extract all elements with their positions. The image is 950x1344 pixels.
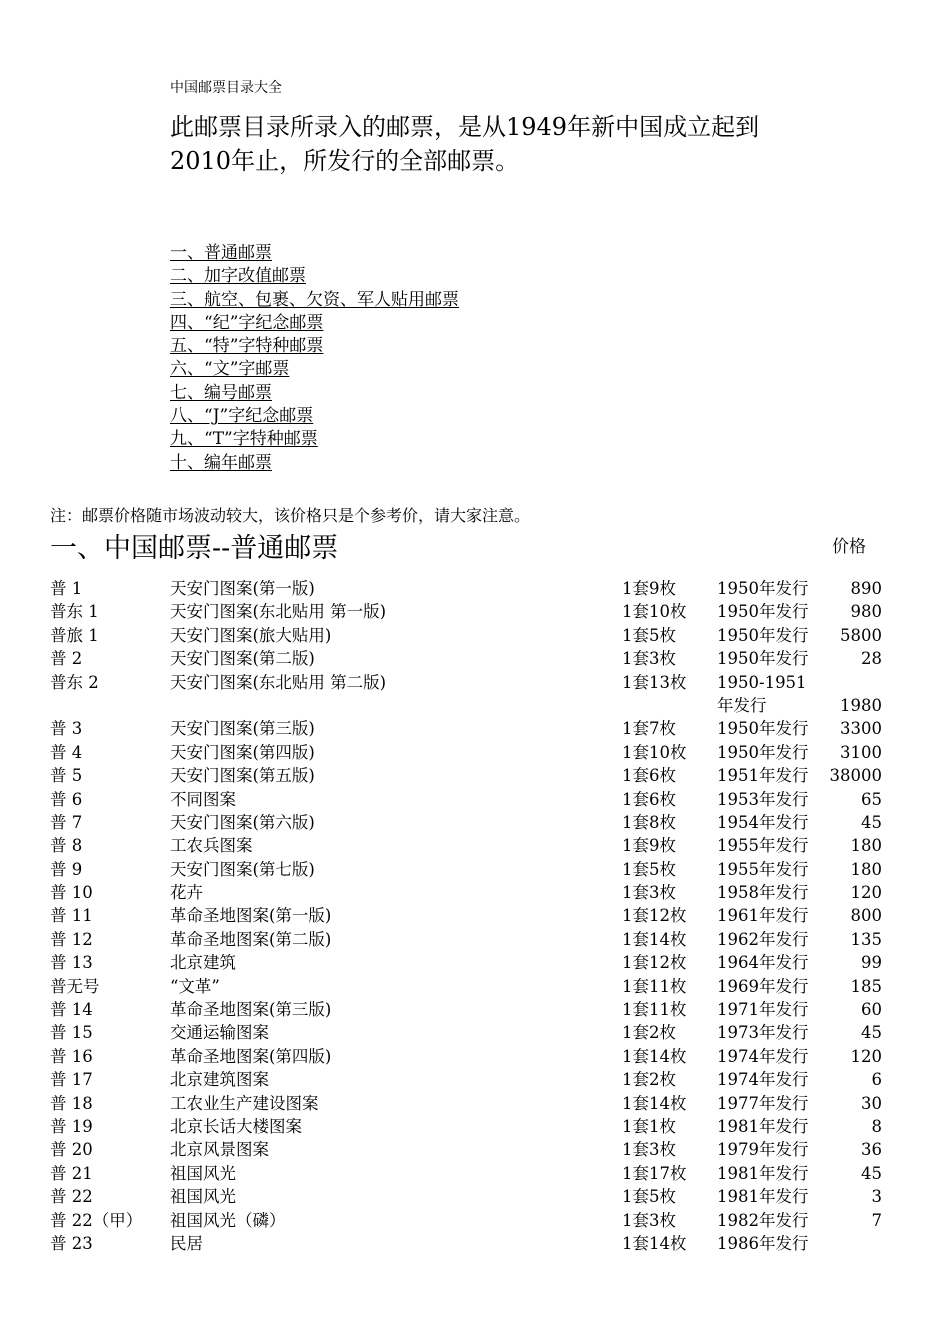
stamp-count: 1套10枚 [622, 602, 687, 622]
stamp-code: 普 15 [50, 1023, 93, 1043]
stamp-price: 120 [850, 883, 882, 903]
stamp-code: 普 17 [50, 1070, 93, 1090]
toc-link-general[interactable]: 一、普通邮票 [170, 243, 272, 263]
table-row [0, 928, 950, 951]
table-row [0, 577, 950, 600]
table-row [0, 717, 950, 740]
stamp-name: 天安门图案(第三版) [170, 719, 315, 739]
stamp-name: 天安门图案(第一版) [170, 579, 315, 598]
toc-link-surcharged[interactable]: 二、加字改值邮票 [170, 266, 306, 287]
stamp-count: 1套8枚 [622, 812, 676, 832]
table-row [0, 624, 950, 647]
toc-link-j[interactable]: 八、“J”字纪念邮票 [170, 406, 314, 427]
stamp-name: 不同图案 [170, 789, 236, 809]
stamp-code: 普 11 [50, 906, 93, 926]
stamp-price: 135 [850, 929, 882, 949]
stamp-price: 1980 [840, 695, 882, 715]
stamp-count: 1套14枚 [622, 1233, 687, 1253]
stamp-name: 北京建筑图案 [170, 1070, 269, 1090]
issue-year: 1974年发行 [717, 1046, 809, 1066]
stamp-code: 普东 2 [50, 672, 99, 692]
stamp-code: 普 22 [50, 1187, 93, 1207]
intro-paragraph: 此邮票目录所录入的邮票，是从1949年新中国成立起到2010年止，所发行的全部邮票。 [170, 113, 760, 175]
issue-year: 1974年发行 [717, 1070, 809, 1090]
table-row [0, 647, 950, 670]
stamp-name: 革命圣地图案(第四版) [170, 1046, 332, 1066]
table-of-contents [170, 242, 459, 475]
stamp-name: 花卉 [170, 883, 203, 903]
issue-year: 1962年发行 [717, 929, 809, 949]
stamp-name: 工农兵图案 [170, 836, 253, 856]
stamp-list [0, 577, 950, 1255]
stamp-count: 1套14枚 [622, 929, 687, 949]
table-row [0, 741, 950, 764]
price-column-header: 价格 [832, 537, 866, 557]
stamp-name: 天安门图案(第二版) [170, 649, 315, 669]
table-row [0, 858, 950, 881]
stamp-code: 普 12 [50, 929, 93, 949]
stamp-code: 普 1 [50, 579, 83, 598]
table-row [0, 600, 950, 623]
toc-link-numbered[interactable]: 七、编号邮票 [170, 382, 272, 403]
stamp-count: 1套11枚 [622, 976, 687, 996]
stamp-count: 1套10枚 [622, 742, 687, 762]
stamp-code: 普 5 [50, 766, 83, 786]
table-row [0, 1138, 950, 1161]
stamp-code: 普 9 [50, 859, 83, 879]
table-row [0, 764, 950, 787]
stamp-price: 6 [871, 1070, 882, 1090]
stamp-count: 1套17枚 [622, 1163, 687, 1183]
stamp-code: 普东 1 [50, 602, 99, 622]
issue-year: 1981年发行 [717, 1163, 809, 1183]
stamp-name: 革命圣地图案(第二版) [170, 929, 332, 949]
stamp-count: 1套5枚 [622, 1187, 676, 1207]
issue-year: 1954年发行 [717, 812, 809, 832]
stamp-count: 1套9枚 [622, 579, 676, 598]
stamp-name: 交通运输图案 [170, 1023, 269, 1043]
stamp-price: 980 [850, 602, 882, 622]
stamp-name: 天安门图案(旅大贴用) [170, 625, 332, 645]
stamp-price: 185 [850, 976, 882, 996]
issue-year: 1950年发行 [717, 579, 809, 598]
stamp-count: 1套11枚 [622, 1000, 687, 1020]
issue-year: 1971年发行 [717, 1000, 809, 1020]
document-title: 中国邮票目录大全 [170, 80, 282, 96]
stamp-price: 3100 [840, 742, 882, 762]
stamp-count: 1套3枚 [622, 649, 676, 669]
stamp-code: 普 19 [50, 1117, 93, 1136]
issue-year: 1955年发行 [717, 836, 809, 856]
table-row [0, 975, 950, 998]
stamp-price: 30 [861, 1093, 882, 1113]
stamp-price: 180 [850, 859, 882, 879]
issue-year: 1961年发行 [717, 906, 809, 926]
table-row [0, 788, 950, 811]
table-row [0, 1162, 950, 1185]
stamp-code: 普 23 [50, 1233, 93, 1253]
stamp-count: 1套5枚 [622, 625, 676, 645]
table-row [0, 1045, 950, 1068]
stamp-price: 120 [850, 1046, 882, 1066]
issue-year: 1958年发行 [717, 883, 809, 903]
table-row [0, 1209, 950, 1232]
stamp-code: 普 22（甲） [50, 1210, 143, 1230]
stamp-code: 普无号 [50, 976, 100, 996]
stamp-name: 北京风景图案 [170, 1140, 269, 1160]
stamp-price: 45 [861, 1163, 882, 1183]
toc-link-te[interactable]: 五、“特”字特种邮票 [170, 336, 324, 357]
stamp-code: 普 13 [50, 953, 93, 973]
table-row [0, 671, 950, 718]
toc-link-t[interactable]: 九、“T”字特种邮票 [170, 429, 318, 450]
issue-year: 1964年发行 [717, 953, 809, 973]
stamp-code: 普 18 [50, 1093, 93, 1113]
stamp-name: “文革” [170, 976, 220, 996]
stamp-price: 7 [871, 1210, 882, 1230]
issue-year: 1955年发行 [717, 859, 809, 879]
stamp-price: 36 [861, 1140, 882, 1160]
stamp-count: 1套12枚 [622, 953, 687, 973]
stamp-name: 祖国风光（磷） [170, 1210, 286, 1230]
stamp-price: 38000 [829, 766, 882, 786]
stamp-name: 天安门图案(第七版) [170, 859, 315, 879]
stamp-price: 8 [871, 1117, 882, 1136]
table-row [0, 951, 950, 974]
stamp-count: 1套2枚 [622, 1023, 676, 1043]
table-row [0, 904, 950, 927]
stamp-name: 天安门图案(东北贴用 第二版) [170, 672, 387, 692]
stamp-code: 普 6 [50, 789, 83, 809]
stamp-name: 民居 [170, 1233, 203, 1253]
table-row [0, 811, 950, 834]
stamp-count: 1套9枚 [622, 836, 676, 856]
table-row [0, 1115, 950, 1138]
stamp-price: 3300 [840, 719, 882, 739]
stamp-count: 1套1枚 [622, 1117, 676, 1136]
issue-year: 1969年发行 [717, 976, 809, 996]
stamp-name: 革命圣地图案(第一版) [170, 906, 332, 926]
table-row [0, 998, 950, 1021]
issue-year: 1950-1951年发行 [717, 672, 807, 715]
toc-link-airmail-parcel[interactable]: 三、航空、包裹、欠资、军人贴用邮票 [170, 289, 459, 310]
toc-link-yearly[interactable]: 十、编年邮票 [170, 452, 272, 473]
stamp-code: 普 20 [50, 1140, 93, 1160]
stamp-name: 北京长话大楼图案 [170, 1117, 302, 1136]
issue-year: 1950年发行 [717, 602, 809, 622]
section-heading: 一、中国邮票--普通邮票 [50, 533, 339, 564]
stamp-price: 45 [861, 812, 882, 832]
stamp-price: 180 [850, 836, 882, 856]
table-row [0, 881, 950, 904]
stamp-code: 普 2 [50, 649, 83, 669]
stamp-count: 1套2枚 [622, 1070, 676, 1090]
stamp-name: 天安门图案(东北贴用 第一版) [170, 602, 387, 622]
stamp-count: 1套14枚 [622, 1093, 687, 1113]
stamp-price: 890 [850, 579, 882, 598]
issue-year: 1950年发行 [717, 625, 809, 645]
stamp-price: 5800 [840, 625, 882, 645]
stamp-count: 1套12枚 [622, 906, 687, 926]
stamp-count: 1套5枚 [622, 859, 676, 879]
stamp-name: 天安门图案(第五版) [170, 766, 315, 786]
stamp-count: 1套3枚 [622, 1210, 676, 1230]
table-row [0, 1068, 950, 1091]
stamp-price: 45 [861, 1023, 882, 1043]
issue-year: 1951年发行 [717, 766, 809, 786]
stamp-code: 普 8 [50, 836, 83, 856]
stamp-count: 1套6枚 [622, 766, 676, 786]
stamp-count: 1套14枚 [622, 1046, 687, 1066]
stamp-code: 普 4 [50, 742, 83, 762]
stamp-count: 1套7枚 [622, 719, 676, 739]
issue-year: 1977年发行 [717, 1093, 809, 1113]
stamp-code: 普 10 [50, 883, 93, 903]
table-row [0, 1092, 950, 1115]
toc-link-ji[interactable]: 四、“纪”字纪念邮票 [170, 312, 324, 333]
stamp-count: 1套3枚 [622, 883, 676, 903]
stamp-name: 天安门图案(第四版) [170, 742, 315, 762]
stamp-count: 1套13枚 [622, 672, 687, 692]
issue-year: 1953年发行 [717, 789, 809, 809]
stamp-name: 祖国风光 [170, 1163, 236, 1183]
stamp-name: 工农业生产建设图案 [170, 1093, 319, 1113]
toc-link-wen[interactable]: 六、“文”字邮票 [170, 359, 290, 380]
stamp-price: 800 [850, 906, 882, 926]
stamp-name: 天安门图案(第六版) [170, 812, 315, 832]
issue-year: 1950年发行 [717, 742, 809, 762]
stamp-code: 普 16 [50, 1046, 93, 1066]
stamp-price: 3 [871, 1187, 882, 1207]
stamp-count: 1套3枚 [622, 1140, 676, 1160]
stamp-count: 1套6枚 [622, 789, 676, 809]
stamp-name: 北京建筑 [170, 953, 236, 973]
table-row [0, 1185, 950, 1208]
table-row [0, 1021, 950, 1044]
issue-year: 1981年发行 [717, 1187, 809, 1207]
stamp-price: 60 [861, 1000, 882, 1020]
stamp-price: 28 [861, 649, 882, 669]
issue-year: 1982年发行 [717, 1210, 809, 1230]
table-row [0, 834, 950, 857]
table-row [0, 1232, 950, 1255]
stamp-name: 革命圣地图案(第三版) [170, 1000, 332, 1020]
stamp-code: 普 3 [50, 719, 83, 739]
issue-year: 1986年发行 [717, 1233, 809, 1253]
stamp-code: 普旅 1 [50, 625, 99, 645]
stamp-price: 99 [861, 953, 882, 973]
price-note: 注：邮票价格随市场波动较大，该价格只是个参考价，请大家注意。 [50, 506, 531, 525]
issue-year: 1973年发行 [717, 1023, 809, 1043]
stamp-price: 65 [861, 789, 882, 809]
stamp-code: 普 14 [50, 1000, 93, 1020]
issue-year: 1981年发行 [717, 1117, 809, 1136]
issue-year: 1950年发行 [717, 719, 809, 739]
stamp-code: 普 7 [50, 812, 83, 832]
stamp-code: 普 21 [50, 1163, 93, 1183]
issue-year: 1979年发行 [717, 1140, 809, 1160]
issue-year: 1950年发行 [717, 649, 809, 669]
stamp-name: 祖国风光 [170, 1187, 236, 1207]
